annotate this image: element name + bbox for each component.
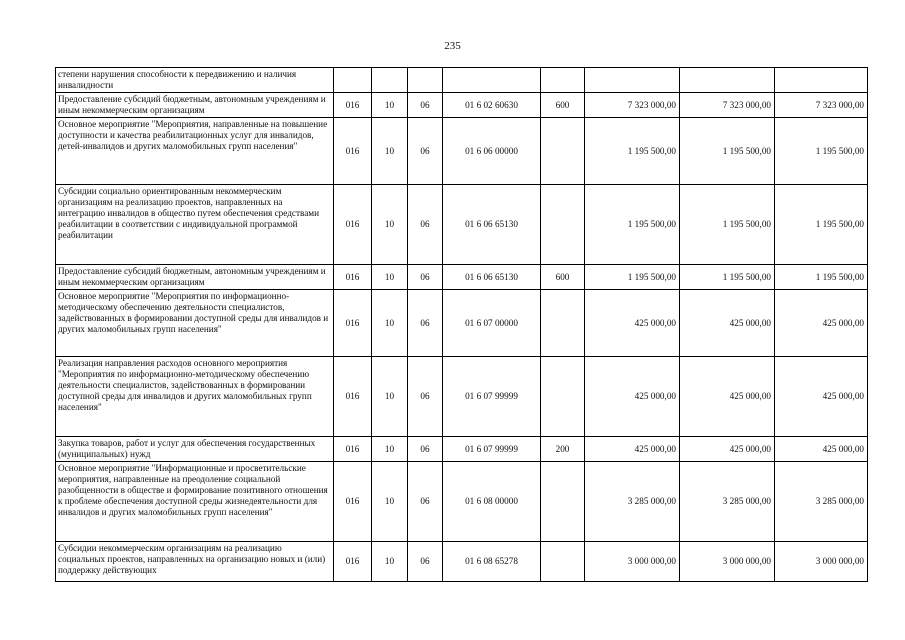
table-row: [56, 68, 868, 93]
section-code: 10: [372, 437, 408, 462]
subsection-code: 06: [408, 542, 443, 582]
subsection-code: 06: [408, 462, 443, 542]
amount-year-2: 1 195 500,00: [680, 118, 775, 185]
amount-year-2: 1 195 500,00: [680, 265, 775, 290]
table-row: [56, 437, 868, 462]
amount-year-3: 425 000,00: [775, 357, 868, 437]
section-code: 10: [372, 357, 408, 437]
subsection-code: [408, 68, 443, 93]
amount-year-3: 7 323 000,00: [775, 93, 868, 118]
expense-type-code: 600: [541, 93, 585, 118]
table-row: [56, 185, 868, 265]
amount-year-1: 1 195 500,00: [585, 265, 680, 290]
amount-year-1: 425 000,00: [585, 357, 680, 437]
amount-year-1: 7 323 000,00: [585, 93, 680, 118]
expense-name: Закупка товаров, работ и услуг для обеспечения государственных (муниципальных) нужд: [56, 437, 334, 462]
expense-type-code: [541, 462, 585, 542]
target-article-code: 01 6 07 99999: [443, 437, 541, 462]
department-code: [334, 68, 372, 93]
section-code: [372, 68, 408, 93]
subsection-code: 06: [408, 118, 443, 185]
amount-year-3: 1 195 500,00: [775, 118, 868, 185]
target-article-code: 01 6 07 00000: [443, 290, 541, 357]
target-article-code: 01 6 08 00000: [443, 462, 541, 542]
expense-type-code: 200: [541, 437, 585, 462]
amount-year-3: 3 000 000,00: [775, 542, 868, 582]
amount-year-3: 425 000,00: [775, 437, 868, 462]
expense-type-code: [541, 185, 585, 265]
expense-name: Реализация направления расходов основного мероприятия "Мероприятия по информационно-методическому обеспечению деятельности специалистов, задействованных в формировании доступной среды для инвалидов и других маломобильных групп населения": [56, 357, 334, 437]
department-code: 016: [334, 462, 372, 542]
amount-year-2: 1 195 500,00: [680, 185, 775, 265]
target-article-code: 01 6 06 00000: [443, 118, 541, 185]
section-code: 10: [372, 542, 408, 582]
amount-year-1: 425 000,00: [585, 437, 680, 462]
target-article-code: 01 6 02 60630: [443, 93, 541, 118]
amount-year-2: [680, 68, 775, 93]
amount-year-3: 425 000,00: [775, 290, 868, 357]
amount-year-2: 425 000,00: [680, 357, 775, 437]
section-code: 10: [372, 118, 408, 185]
subsection-code: 06: [408, 265, 443, 290]
amount-year-3: 1 195 500,00: [775, 265, 868, 290]
target-article-code: 01 6 07 99999: [443, 357, 541, 437]
subsection-code: 06: [408, 357, 443, 437]
subsection-code: 06: [408, 290, 443, 357]
budget-table: [55, 67, 868, 582]
section-code: 10: [372, 185, 408, 265]
target-article-code: 01 6 08 65278: [443, 542, 541, 582]
subsection-code: 06: [408, 185, 443, 265]
amount-year-1: 1 195 500,00: [585, 185, 680, 265]
expense-name: степени нарушения способности к передвижению и наличия инвалидности: [56, 68, 334, 93]
amount-year-1: [585, 68, 680, 93]
expense-name: Предоставление субсидий бюджетным, автономным учреждениям и иным некоммерческим организациям: [56, 265, 334, 290]
target-article-code: 01 6 06 65130: [443, 265, 541, 290]
expense-name: Основное мероприятие "Информационные и просветительские мероприятия, направленные на преодоление социальной разобщенности в обществе и формирование позитивного отношения к проблеме обеспечения доступной среды жизнедеятельности для инвалидов и других маломобильных групп населения": [56, 462, 334, 542]
amount-year-1: 425 000,00: [585, 290, 680, 357]
amount-year-3: 1 195 500,00: [775, 185, 868, 265]
amount-year-2: 7 323 000,00: [680, 93, 775, 118]
section-code: 10: [372, 290, 408, 357]
table-row: [56, 357, 868, 437]
target-article-code: 01 6 06 65130: [443, 185, 541, 265]
department-code: 016: [334, 185, 372, 265]
department-code: 016: [334, 437, 372, 462]
subsection-code: 06: [408, 93, 443, 118]
amount-year-1: 3 285 000,00: [585, 462, 680, 542]
amount-year-2: 425 000,00: [680, 437, 775, 462]
department-code: 016: [334, 357, 372, 437]
department-code: 016: [334, 542, 372, 582]
expense-type-code: [541, 68, 585, 93]
table-row: [56, 290, 868, 357]
table-row: [56, 93, 868, 118]
amount-year-1: 3 000 000,00: [585, 542, 680, 582]
section-code: 10: [372, 462, 408, 542]
expense-name: Предоставление субсидий бюджетным, автономным учреждениям и иным некоммерческим организациям: [56, 93, 334, 118]
department-code: 016: [334, 265, 372, 290]
section-code: 10: [372, 93, 408, 118]
table-row: [56, 265, 868, 290]
expense-type-code: [541, 542, 585, 582]
expense-type-code: [541, 357, 585, 437]
department-code: 016: [334, 93, 372, 118]
department-code: 016: [334, 118, 372, 185]
amount-year-2: 3 000 000,00: [680, 542, 775, 582]
page-number: 235: [444, 40, 461, 52]
department-code: 016: [334, 290, 372, 357]
expense-type-code: 600: [541, 265, 585, 290]
target-article-code: [443, 68, 541, 93]
amount-year-1: 1 195 500,00: [585, 118, 680, 185]
section-code: 10: [372, 265, 408, 290]
amount-year-3: 3 285 000,00: [775, 462, 868, 542]
expense-type-code: [541, 290, 585, 357]
amount-year-2: 3 285 000,00: [680, 462, 775, 542]
table-row: [56, 118, 868, 185]
expense-name: Основное мероприятие "Мероприятия по информационно-методическому обеспечению деятельности специалистов, задействованных в формировании доступной среды для инвалидов и других маломобильных групп населения": [56, 290, 334, 357]
amount-year-3: [775, 68, 868, 93]
expense-name: Субсидии некоммерческим организациям на реализацию социальных проектов, направленных на организацию новых и (или) поддержку действующих: [56, 542, 334, 582]
expense-name: Основное мероприятие "Мероприятия, направленные на повышение доступности и качества реабилитационных услуг для инвалидов, детей-инвалидов и других маломобильных групп населения": [56, 118, 334, 185]
table-row: [56, 542, 868, 582]
amount-year-2: 425 000,00: [680, 290, 775, 357]
subsection-code: 06: [408, 437, 443, 462]
table-row: [56, 462, 868, 542]
expense-name: Субсидии социально ориентированным некоммерческим организациям на реализацию проектов, направленных на интеграцию инвалидов в общество путем обеспечения средствами реабилитации в соответствии с индивидуальной программой реабилитации: [56, 185, 334, 265]
expense-type-code: [541, 118, 585, 185]
